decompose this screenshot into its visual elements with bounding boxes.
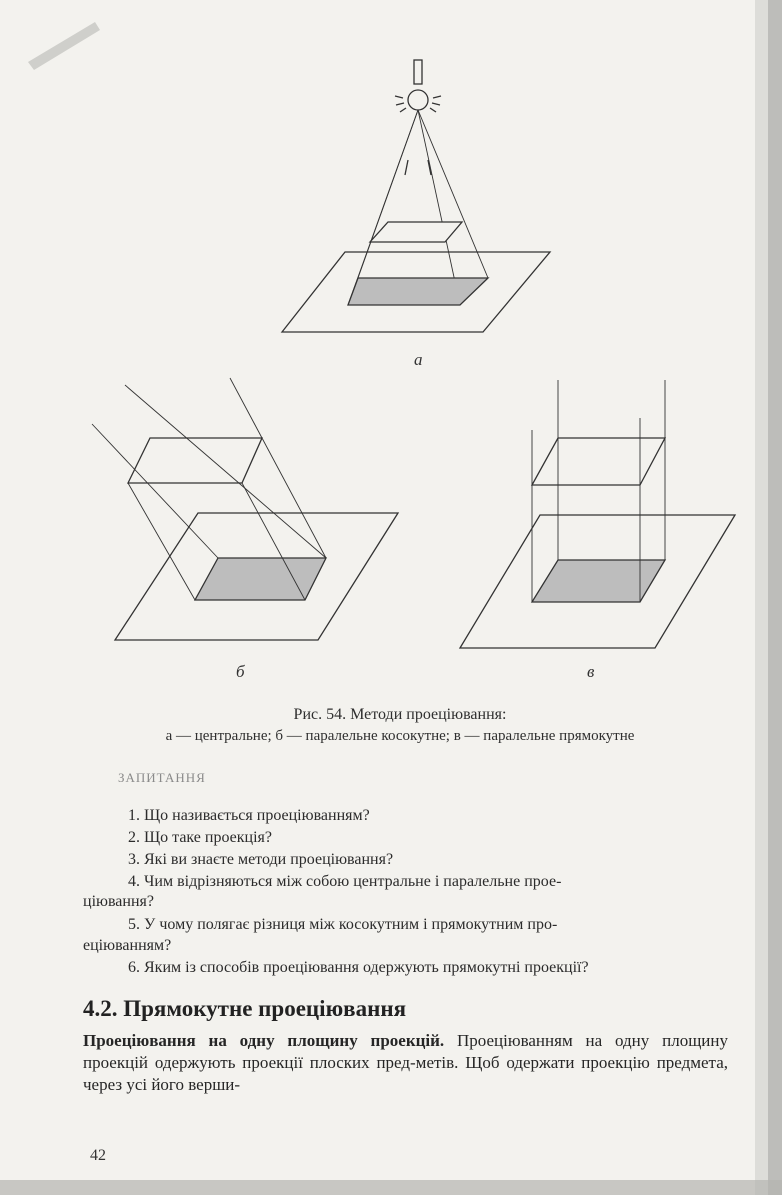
question-5-cont: еціюванням? [83,937,172,954]
question-3: 3. Які ви знаєте методи проеціювання? [128,851,394,868]
figure-caption-legend: а — центральне; б — паралельне косокутне; в — паралельне прямокутне [165,728,635,744]
question-2: 2. Що таке проекція? [128,829,273,846]
figure-label-b: б [236,662,245,681]
figure-label-a: а [414,350,423,369]
questions-heading: ЗАПИТАННЯ [118,770,206,785]
figure-label-v: в [587,662,595,681]
oblique-projection-diagram [92,378,398,640]
question-4: 4. Чим відрізняються між собою центральне і паралельне прое- [128,873,562,890]
orthogonal-projection-diagram [460,380,735,648]
page-number: 42 [90,1147,106,1164]
paragraph-text: Проеціюванням на одну площину проекцій одержують проекції плоских пред-метів. Щоб одержати проекцію предмета, через усі його верши- [83,1031,728,1094]
section-paragraph [83,1030,728,1096]
paragraph-lead: Проеціювання на одну площину проекцій. [83,1031,445,1050]
question-6: 6. Яким із способів проеціювання одержують прямокутні проекції? [128,959,589,976]
central-projection-diagram [282,60,550,332]
figure-caption-title: Рис. 54. Методи проеціювання: [293,706,507,723]
question-1: 1. Що називається проеціюванням? [128,807,370,824]
question-4-cont: ціювання? [83,893,154,910]
section-heading: 4.2. Прямокутне проеціювання [83,996,407,1021]
question-5: 5. У чому полягає різниця між косокутним і прямокутним про- [128,916,558,933]
